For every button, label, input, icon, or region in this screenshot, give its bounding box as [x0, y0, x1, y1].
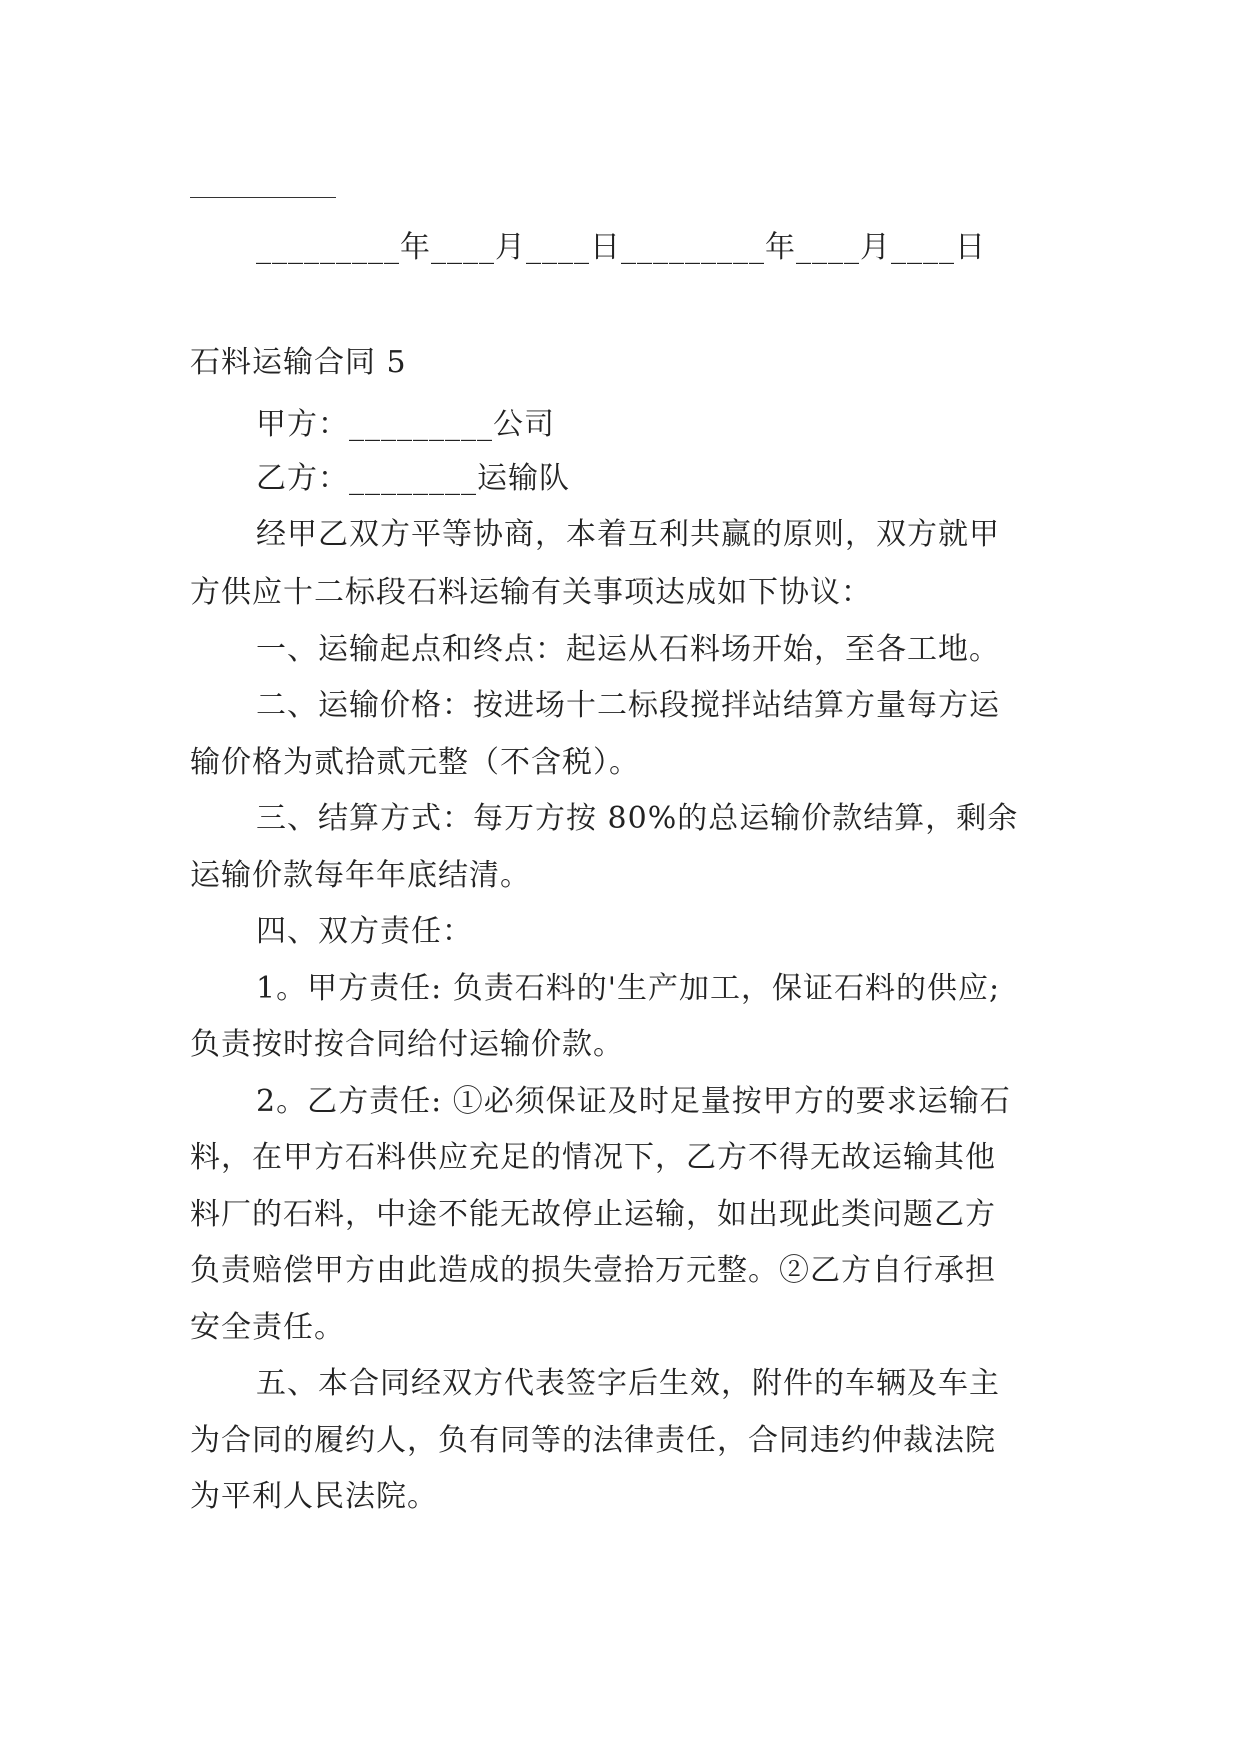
paragraph-line: 运输价款每年年底结清。	[190, 858, 531, 893]
paragraph-line: 方供应十二标段石料运输有关事项达成如下协议：	[190, 575, 872, 610]
paragraph-line: 为平利人民法院。	[190, 1479, 438, 1514]
paragraph-line: 四、双方责任：	[256, 914, 473, 949]
paragraph-line: 2。乙方责任: ①必须保证及时足量按甲方的要求运输石	[256, 1084, 1011, 1119]
top-rule	[190, 197, 336, 198]
paragraph-line: 输价格为贰拾贰元整（不含税）。	[190, 745, 640, 780]
paragraph-line: 料厂的石料，中途不能无故停止运输，如出现此类问题乙方	[190, 1197, 996, 1232]
party-a-line: 甲方：_________公司	[256, 407, 555, 442]
paragraph-line: 为合同的履约人，负有同等的法律责任，合同违约仲裁法院	[190, 1423, 996, 1458]
paragraph-line: 经甲乙双方平等协商，本着互利共赢的原则，双方就甲	[256, 517, 1000, 552]
paragraph-line: 料，在甲方石料供应充足的情况下，乙方不得无故运输其他	[190, 1140, 996, 1175]
paragraph-line: 安全责任。	[190, 1310, 345, 1345]
paragraph-line: 三、结算方式：每万方按 80%的总运输价款结算，剩余	[256, 801, 1019, 836]
paragraph-line: 1。甲方责任: 负责石料的'生产加工，保证石料的供应;	[256, 971, 1001, 1006]
paragraph-line: 负责按时按合同给付运输价款。	[190, 1027, 624, 1062]
party-b-line: 乙方：________运输队	[256, 461, 570, 496]
document-title: 石料运输合同 5	[190, 345, 407, 380]
paragraph-line: 一、运输起点和终点：起运从石料场开始，至各工地。	[256, 632, 1000, 667]
date-line: _________年____月____日_________年____月____日	[256, 230, 986, 265]
paragraph-line: 五、本合同经双方代表签字后生效，附件的车辆及车主	[256, 1366, 1000, 1401]
paragraph-line: 负责赔偿甲方由此造成的损失壹拾万元整。②乙方自行承担	[190, 1253, 996, 1288]
paragraph-line: 二、运输价格：按进场十二标段搅拌站结算方量每方运	[256, 688, 1000, 723]
